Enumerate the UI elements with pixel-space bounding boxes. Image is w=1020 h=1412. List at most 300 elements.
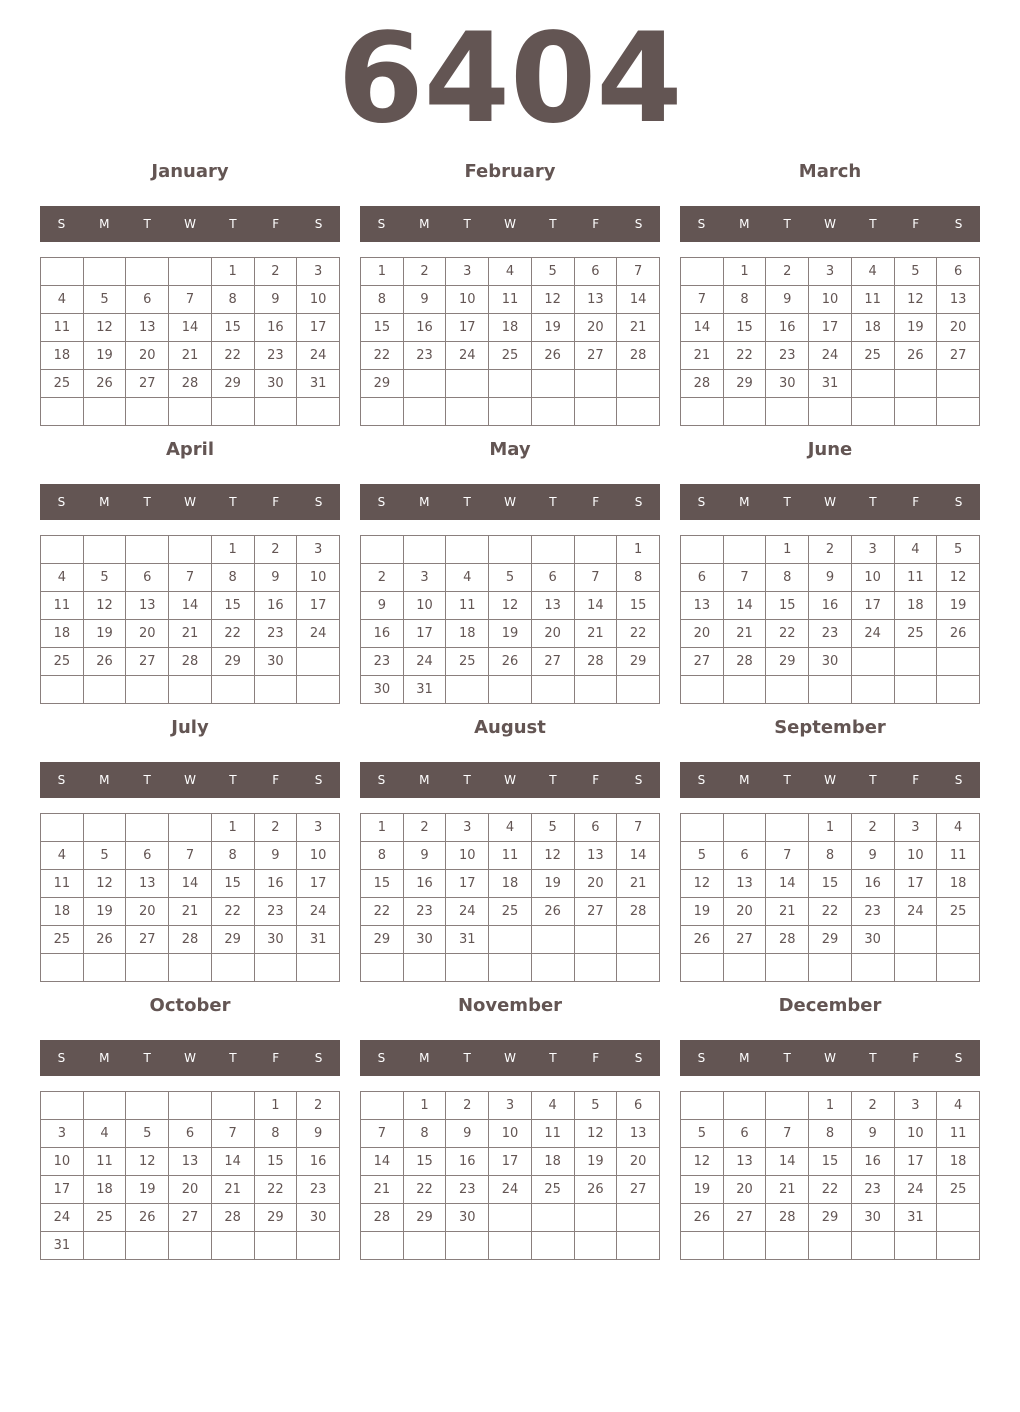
day-cell: 26 <box>489 648 532 676</box>
day-cell: 3 <box>446 258 489 286</box>
day-cell: 30 <box>766 370 809 398</box>
day-cell: 24 <box>297 898 340 926</box>
day-cell: 14 <box>766 1148 809 1176</box>
day-cell <box>126 1092 169 1120</box>
week-row <box>41 1204 340 1232</box>
week-row <box>361 592 660 620</box>
day-cell: 4 <box>937 1092 980 1120</box>
day-cell: 25 <box>41 370 84 398</box>
day-cell: 8 <box>211 286 254 314</box>
day-cell: 29 <box>766 648 809 676</box>
day-cell: 9 <box>851 1120 894 1148</box>
day-cell <box>617 370 660 398</box>
day-cell: 23 <box>254 898 297 926</box>
weekday-label: T <box>143 773 151 787</box>
day-cell: 26 <box>937 620 980 648</box>
week-row <box>681 592 980 620</box>
day-cell: 22 <box>617 620 660 648</box>
day-cell: 9 <box>809 564 852 592</box>
day-cell: 13 <box>126 592 169 620</box>
weekday-label: T <box>463 495 471 509</box>
day-cell: 7 <box>361 1120 404 1148</box>
day-cell: 29 <box>211 370 254 398</box>
weekday-label: F <box>912 217 920 231</box>
day-cell: 8 <box>809 1120 852 1148</box>
day-cell: 29 <box>809 1204 852 1232</box>
day-cell: 6 <box>531 564 574 592</box>
day-cell <box>574 1232 617 1260</box>
day-cell: 17 <box>809 314 852 342</box>
day-cell <box>937 398 980 426</box>
weekday-label: T <box>783 1051 791 1065</box>
day-cell: 23 <box>851 1176 894 1204</box>
day-cell: 18 <box>489 314 532 342</box>
day-cell: 10 <box>446 286 489 314</box>
day-cell: 26 <box>681 926 724 954</box>
day-cell: 14 <box>766 870 809 898</box>
day-cell <box>297 648 340 676</box>
day-cell: 16 <box>851 870 894 898</box>
week-row <box>361 370 660 398</box>
day-cell: 7 <box>766 842 809 870</box>
day-grid <box>360 535 660 704</box>
day-cell: 7 <box>617 814 660 842</box>
day-cell: 11 <box>41 592 84 620</box>
day-cell: 14 <box>574 592 617 620</box>
week-row <box>681 676 980 704</box>
day-cell: 9 <box>297 1120 340 1148</box>
day-cell <box>41 258 84 286</box>
day-cell: 4 <box>83 1120 126 1148</box>
day-cell: 22 <box>809 898 852 926</box>
day-cell <box>254 398 297 426</box>
day-cell: 11 <box>937 842 980 870</box>
day-cell: 16 <box>809 592 852 620</box>
day-cell: 11 <box>894 564 937 592</box>
day-cell <box>489 398 532 426</box>
day-cell: 18 <box>937 1148 980 1176</box>
day-cell: 17 <box>489 1148 532 1176</box>
day-cell <box>766 398 809 426</box>
day-cell: 7 <box>211 1120 254 1148</box>
day-cell <box>681 814 724 842</box>
day-cell: 29 <box>361 926 404 954</box>
month-name: July <box>171 717 209 738</box>
day-grid <box>680 813 980 982</box>
day-cell: 2 <box>254 536 297 564</box>
week-row <box>361 342 660 370</box>
day-cell: 21 <box>617 870 660 898</box>
day-cell <box>41 676 84 704</box>
weekday-label: S <box>954 495 963 509</box>
day-cell: 7 <box>169 286 212 314</box>
day-cell <box>126 258 169 286</box>
day-cell: 15 <box>211 592 254 620</box>
week-row <box>41 898 340 926</box>
day-grid <box>360 1091 660 1260</box>
day-cell: 25 <box>489 898 532 926</box>
weekday-label: M <box>419 1051 430 1065</box>
day-cell <box>297 954 340 982</box>
day-cell: 22 <box>403 1176 446 1204</box>
day-cell <box>851 1232 894 1260</box>
day-cell: 22 <box>361 898 404 926</box>
day-cell <box>126 954 169 982</box>
day-cell: 5 <box>894 258 937 286</box>
day-cell: 20 <box>937 314 980 342</box>
day-cell: 26 <box>126 1204 169 1232</box>
day-cell <box>489 370 532 398</box>
day-cell: 30 <box>297 1204 340 1232</box>
day-cell: 4 <box>851 258 894 286</box>
day-cell: 5 <box>574 1092 617 1120</box>
day-cell: 29 <box>361 370 404 398</box>
day-cell: 2 <box>766 258 809 286</box>
day-cell <box>766 1232 809 1260</box>
week-row <box>361 564 660 592</box>
day-cell: 9 <box>446 1120 489 1148</box>
weekday-label: S <box>377 217 386 231</box>
day-cell: 24 <box>894 1176 937 1204</box>
day-cell <box>894 926 937 954</box>
day-cell: 17 <box>403 620 446 648</box>
day-cell: 28 <box>766 926 809 954</box>
weekday-label: S <box>954 217 963 231</box>
day-cell: 3 <box>894 1092 937 1120</box>
weekday-label: S <box>314 1051 323 1065</box>
weekday-label: F <box>912 1051 920 1065</box>
day-cell: 17 <box>851 592 894 620</box>
day-cell: 10 <box>894 842 937 870</box>
day-cell <box>403 536 446 564</box>
weekday-label: W <box>184 773 196 787</box>
day-cell: 27 <box>126 648 169 676</box>
day-cell: 21 <box>766 1176 809 1204</box>
week-row <box>681 1204 980 1232</box>
weekday-label: S <box>634 217 643 231</box>
day-cell: 27 <box>723 1204 766 1232</box>
day-cell: 9 <box>403 842 446 870</box>
day-cell: 17 <box>297 592 340 620</box>
day-cell: 24 <box>894 898 937 926</box>
weekday-label: F <box>272 217 280 231</box>
day-cell <box>41 536 84 564</box>
week-row <box>681 1120 980 1148</box>
day-cell <box>211 1092 254 1120</box>
week-row <box>681 1092 980 1120</box>
day-cell: 23 <box>851 898 894 926</box>
day-cell <box>169 814 212 842</box>
day-cell: 29 <box>254 1204 297 1232</box>
day-cell: 26 <box>681 1204 724 1232</box>
day-cell: 30 <box>809 648 852 676</box>
day-cell: 1 <box>809 1092 852 1120</box>
day-cell: 4 <box>937 814 980 842</box>
day-cell: 21 <box>681 342 724 370</box>
weekday-label: T <box>549 1051 557 1065</box>
day-cell: 3 <box>809 258 852 286</box>
weekday-label: T <box>463 217 471 231</box>
day-cell <box>41 814 84 842</box>
day-cell: 17 <box>894 1148 937 1176</box>
weekday-header <box>40 762 340 798</box>
day-cell <box>681 954 724 982</box>
day-cell: 14 <box>169 592 212 620</box>
day-cell: 2 <box>851 814 894 842</box>
day-cell: 8 <box>254 1120 297 1148</box>
week-row <box>681 1148 980 1176</box>
day-cell: 5 <box>937 536 980 564</box>
weekday-label: W <box>184 217 196 231</box>
weekday-label: M <box>99 217 110 231</box>
day-grid <box>40 535 340 704</box>
day-cell: 12 <box>681 1148 724 1176</box>
week-row <box>361 842 660 870</box>
weekday-header <box>360 206 660 242</box>
weekday-label: W <box>184 495 196 509</box>
day-cell: 11 <box>446 592 489 620</box>
day-cell <box>574 926 617 954</box>
day-cell: 28 <box>211 1204 254 1232</box>
day-cell: 5 <box>489 564 532 592</box>
day-cell: 8 <box>403 1120 446 1148</box>
day-cell: 19 <box>126 1176 169 1204</box>
day-cell: 3 <box>446 814 489 842</box>
weekday-label: F <box>592 773 600 787</box>
week-row <box>41 1148 340 1176</box>
day-cell <box>894 398 937 426</box>
day-cell: 18 <box>41 342 84 370</box>
day-cell: 14 <box>211 1148 254 1176</box>
weekday-label: S <box>697 217 706 231</box>
day-cell <box>617 954 660 982</box>
day-cell: 15 <box>211 314 254 342</box>
week-row <box>681 648 980 676</box>
day-cell: 5 <box>681 842 724 870</box>
day-cell: 6 <box>574 258 617 286</box>
week-row <box>41 870 340 898</box>
day-cell: 23 <box>254 342 297 370</box>
day-cell <box>83 954 126 982</box>
day-cell: 15 <box>254 1148 297 1176</box>
weekday-label: W <box>184 1051 196 1065</box>
day-cell <box>574 676 617 704</box>
weekday-label: F <box>912 495 920 509</box>
day-cell: 25 <box>851 342 894 370</box>
day-cell: 31 <box>41 1232 84 1260</box>
day-cell: 1 <box>254 1092 297 1120</box>
day-cell: 25 <box>41 648 84 676</box>
day-cell <box>766 814 809 842</box>
day-cell <box>937 676 980 704</box>
weekday-label: T <box>229 1051 237 1065</box>
day-cell: 25 <box>41 926 84 954</box>
day-cell: 18 <box>489 870 532 898</box>
weekday-label: M <box>99 495 110 509</box>
day-cell: 5 <box>83 842 126 870</box>
week-row <box>41 1232 340 1260</box>
day-cell: 7 <box>169 564 212 592</box>
day-cell <box>574 954 617 982</box>
day-cell: 29 <box>723 370 766 398</box>
day-cell: 29 <box>617 648 660 676</box>
day-cell <box>851 676 894 704</box>
day-cell: 16 <box>851 1148 894 1176</box>
weekday-label: S <box>697 495 706 509</box>
weekday-label: T <box>549 773 557 787</box>
day-cell <box>617 926 660 954</box>
week-row <box>681 870 980 898</box>
day-cell: 15 <box>809 1148 852 1176</box>
weekday-label: W <box>824 495 836 509</box>
week-row <box>681 926 980 954</box>
week-row <box>361 1120 660 1148</box>
day-cell: 6 <box>617 1092 660 1120</box>
day-cell: 6 <box>723 842 766 870</box>
day-cell: 2 <box>361 564 404 592</box>
day-cell: 12 <box>489 592 532 620</box>
week-row <box>361 1204 660 1232</box>
day-cell: 4 <box>489 814 532 842</box>
day-cell: 15 <box>361 870 404 898</box>
weekday-header <box>680 762 980 798</box>
day-cell <box>83 1092 126 1120</box>
day-cell: 20 <box>126 898 169 926</box>
day-cell: 26 <box>531 898 574 926</box>
week-row <box>361 1232 660 1260</box>
day-cell: 20 <box>681 620 724 648</box>
day-cell <box>489 536 532 564</box>
day-cell: 16 <box>254 592 297 620</box>
day-cell <box>83 814 126 842</box>
day-cell: 15 <box>403 1148 446 1176</box>
day-cell: 17 <box>446 870 489 898</box>
weekday-label: T <box>869 773 877 787</box>
day-cell <box>211 1232 254 1260</box>
weekday-label: W <box>824 217 836 231</box>
day-cell <box>681 398 724 426</box>
day-cell: 18 <box>83 1176 126 1204</box>
day-cell <box>297 398 340 426</box>
day-cell <box>361 1092 404 1120</box>
day-cell: 16 <box>766 314 809 342</box>
day-cell: 7 <box>574 564 617 592</box>
day-cell: 24 <box>41 1204 84 1232</box>
weekday-label: F <box>272 1051 280 1065</box>
day-cell: 30 <box>851 926 894 954</box>
week-row <box>681 536 980 564</box>
day-cell: 23 <box>297 1176 340 1204</box>
day-cell: 4 <box>894 536 937 564</box>
day-cell: 7 <box>169 842 212 870</box>
week-row <box>41 1120 340 1148</box>
day-cell: 9 <box>254 286 297 314</box>
day-cell <box>851 398 894 426</box>
weekday-label: T <box>143 1051 151 1065</box>
day-cell <box>403 370 446 398</box>
day-cell <box>894 370 937 398</box>
day-cell: 13 <box>681 592 724 620</box>
week-row <box>361 1148 660 1176</box>
day-cell: 22 <box>809 1176 852 1204</box>
day-cell: 16 <box>446 1148 489 1176</box>
day-cell: 27 <box>169 1204 212 1232</box>
day-cell: 4 <box>446 564 489 592</box>
day-cell: 4 <box>41 286 84 314</box>
week-row <box>361 286 660 314</box>
weekday-label: T <box>549 217 557 231</box>
week-row <box>361 954 660 982</box>
day-cell <box>211 954 254 982</box>
day-cell: 29 <box>809 926 852 954</box>
week-row <box>41 814 340 842</box>
day-cell: 16 <box>254 314 297 342</box>
day-grid <box>40 813 340 982</box>
day-cell <box>681 258 724 286</box>
day-cell <box>169 676 212 704</box>
day-cell: 3 <box>403 564 446 592</box>
day-cell: 14 <box>617 286 660 314</box>
day-cell: 6 <box>937 258 980 286</box>
weekday-label: T <box>229 773 237 787</box>
weekday-label: T <box>549 495 557 509</box>
day-cell: 8 <box>211 564 254 592</box>
weekday-label: W <box>504 495 516 509</box>
day-cell: 27 <box>126 926 169 954</box>
day-cell: 24 <box>446 342 489 370</box>
week-row <box>681 564 980 592</box>
weekday-label: W <box>504 1051 516 1065</box>
day-cell <box>83 398 126 426</box>
day-cell <box>809 954 852 982</box>
day-cell <box>531 398 574 426</box>
weekday-label: S <box>954 773 963 787</box>
day-cell: 2 <box>446 1092 489 1120</box>
day-cell: 6 <box>723 1120 766 1148</box>
day-cell: 13 <box>531 592 574 620</box>
weekday-label: S <box>57 217 66 231</box>
week-row <box>41 592 340 620</box>
day-cell: 12 <box>83 314 126 342</box>
weekday-label: F <box>592 1051 600 1065</box>
day-cell: 18 <box>41 898 84 926</box>
day-cell: 20 <box>574 870 617 898</box>
day-cell: 21 <box>169 342 212 370</box>
day-cell: 22 <box>254 1176 297 1204</box>
day-cell: 27 <box>531 648 574 676</box>
week-row <box>41 342 340 370</box>
day-cell: 13 <box>723 1148 766 1176</box>
day-cell: 30 <box>403 926 446 954</box>
weekday-label: T <box>783 773 791 787</box>
week-row <box>681 898 980 926</box>
day-cell <box>894 648 937 676</box>
day-cell <box>169 1232 212 1260</box>
weekday-label: T <box>783 495 791 509</box>
day-cell: 24 <box>297 342 340 370</box>
day-cell: 19 <box>894 314 937 342</box>
day-cell <box>894 676 937 704</box>
day-cell: 17 <box>894 870 937 898</box>
day-cell: 19 <box>489 620 532 648</box>
weekday-label: M <box>99 773 110 787</box>
day-cell: 22 <box>361 342 404 370</box>
day-cell: 27 <box>681 648 724 676</box>
day-cell: 10 <box>297 842 340 870</box>
weekday-label: W <box>824 773 836 787</box>
day-cell: 15 <box>617 592 660 620</box>
day-cell: 9 <box>254 564 297 592</box>
